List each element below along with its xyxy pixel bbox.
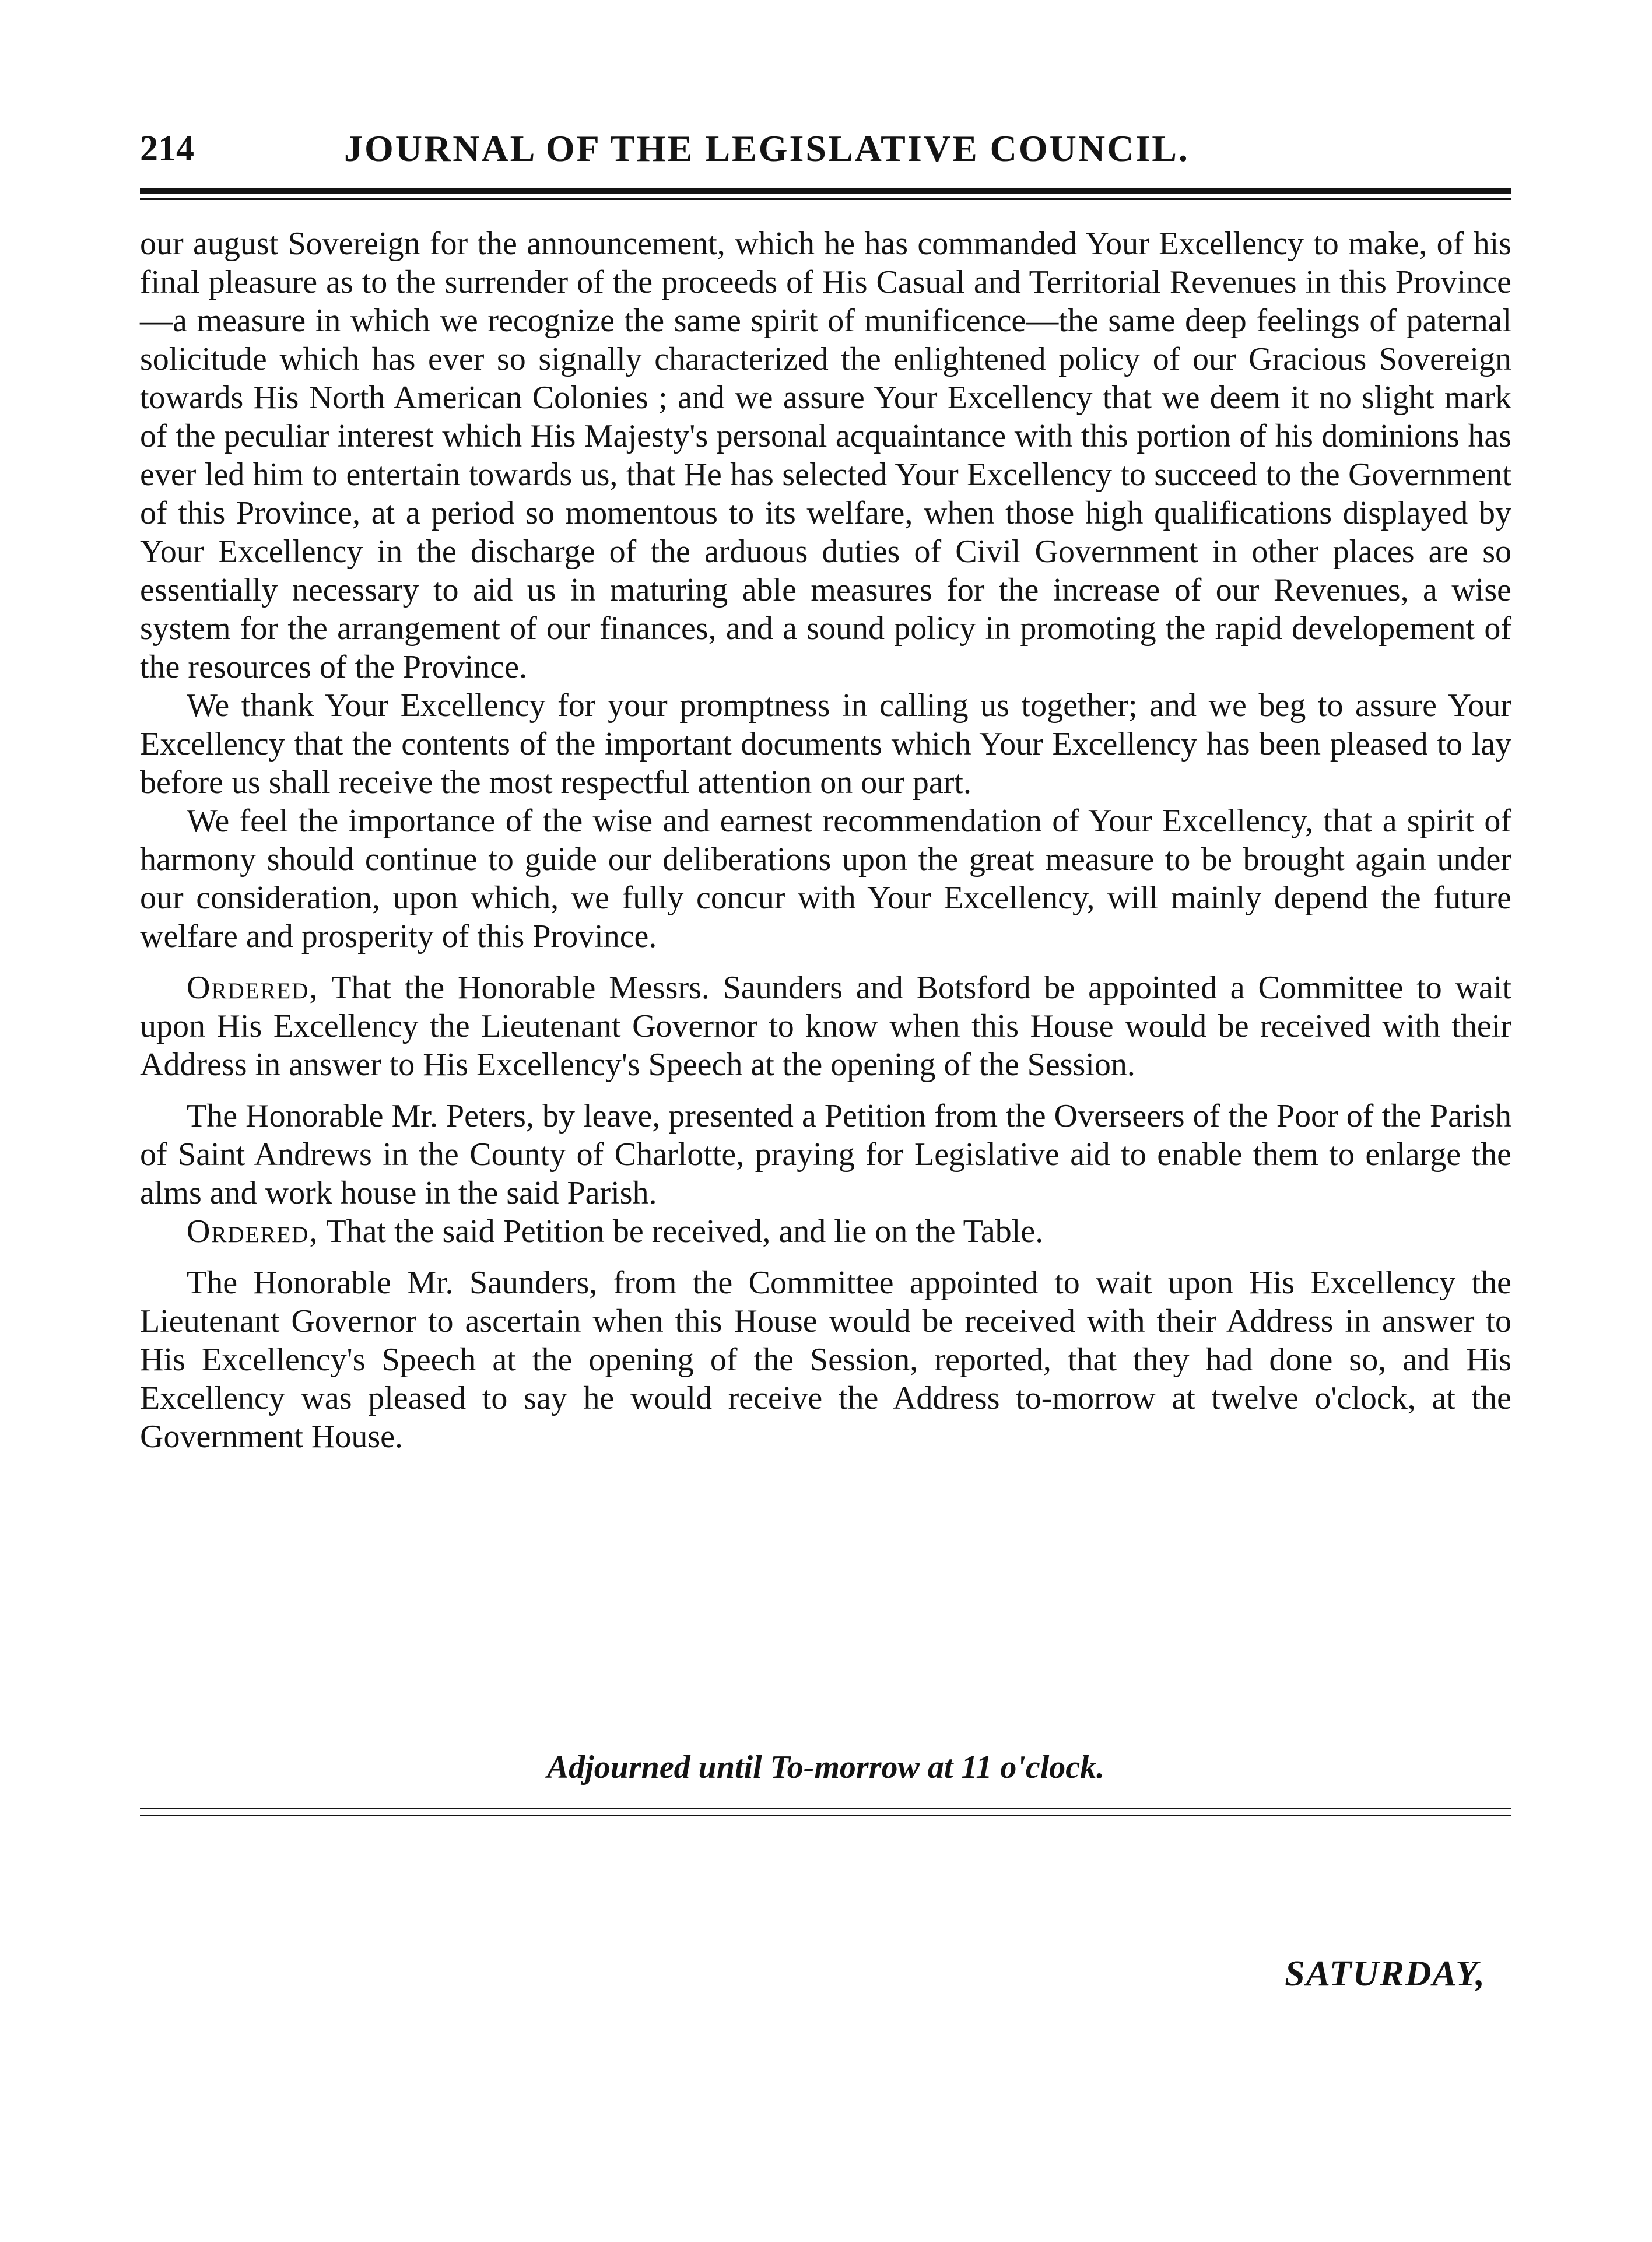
paragraph-text: We feel the importance of the wise and earnest recommendation of Your Excellency, that a spirit of harmony should continue to guide our deliberations upon the great measure to be brought again under our consideration, upon which, we fully concur with Your Excellency, will mainly depend the future welfare and prosperity of this Province. xyxy=(140,803,1511,955)
paragraph-committee-report xyxy=(140,1264,1511,1456)
paragraph-text: We thank Your Excellency for your promptness in calling us together; and we beg to assure Your Excellency that the contents of the important documents which Your Excellency has been pleased to lay before us shall receive the most respectful attention on our part. xyxy=(140,687,1511,801)
footer-rule-thin xyxy=(140,1815,1511,1816)
page-header xyxy=(140,122,1511,175)
footer-rule xyxy=(140,1808,1511,1809)
ordered-label: Ordered, xyxy=(187,1213,319,1250)
paragraph-text: our august Sovereign for the announcement, which he has commanded Your Excellency to make, of his final pleasure as to the surrender of the proceeds of His Casual and Territorial Revenues in this Province—a measure in which we recognize the same spirit of munificence—the same deep feelings of paternal solicitude which has ever so signally characterized the enlightened policy of our Gracious Sovereign towards His North American Colonies ; and we assure Your Excellency that we deem it no slight mark of the peculiar interest which His Majesty's personal acquaintance with this portion of his dominions has ever led him to entertain towards us, that He has selected Your Excellency to succeed to the Government of this Province, at a period so momentous to its welfare, when those high qualifications displayed by Your Excellency in the discharge of the arduous duties of Civil Government in other places are so essentially necessary to aid us in maturing able measures for the increase of our Revenues, a wise system for the arrangement of our finances, and a sound policy in promoting the rapid developement of the resources of the Province. xyxy=(140,226,1511,685)
ordered-label: Ordered, xyxy=(187,970,319,1006)
header-rule xyxy=(140,188,1511,194)
paragraph-ordered-committee xyxy=(140,969,1511,1084)
paragraph-harmony xyxy=(140,802,1511,956)
paragraph-ordered-petition xyxy=(140,1212,1511,1251)
running-title: JOURNAL OF THE LEGISLATIVE COUNCIL. xyxy=(344,128,1190,169)
paragraph-thanks xyxy=(140,686,1511,802)
catchword: SATURDAY, xyxy=(1285,1954,1486,1994)
paragraph-petition xyxy=(140,1097,1511,1212)
paragraph-text: The Honorable Mr. Peters, by leave, presented a Petition from the Overseers of the Poor of the Parish of Saint Andrews in the County of Charlotte, praying for Legislative aid to enable them to enlarge the alms and work house in the said Parish. xyxy=(140,1098,1511,1211)
journal-body xyxy=(140,224,1511,1456)
header-rule-thin xyxy=(140,198,1511,200)
adjournment-note: Adjourned until To-morrow at 11 o'clock. xyxy=(546,1749,1105,1785)
page-number: 214 xyxy=(140,129,194,169)
paragraph-text: That the Honorable Messrs. Saunders and Botsford be appointed a Committee to wait upon His Excellency the Lieutenant Governor to know when this House would be received with their Address in answer to His Excellency's Speech at the opening of the Session. xyxy=(140,970,1511,1083)
paragraph-text: That the said Petition be received, and lie on the Table. xyxy=(318,1213,1044,1250)
paragraph-address-continued xyxy=(140,224,1511,686)
paragraph-text: The Honorable Mr. Saunders, from the Committee appointed to wait upon His Excellency the Lieutenant Governor to ascertain when this House would be received with their Address in answer to His Excellency's Speech at the opening of the Session, reported, that they had done so, and His Excellency was pleased to say he would receive the Address to-morrow at twelve o'clock, at the Government House. xyxy=(140,1265,1511,1455)
